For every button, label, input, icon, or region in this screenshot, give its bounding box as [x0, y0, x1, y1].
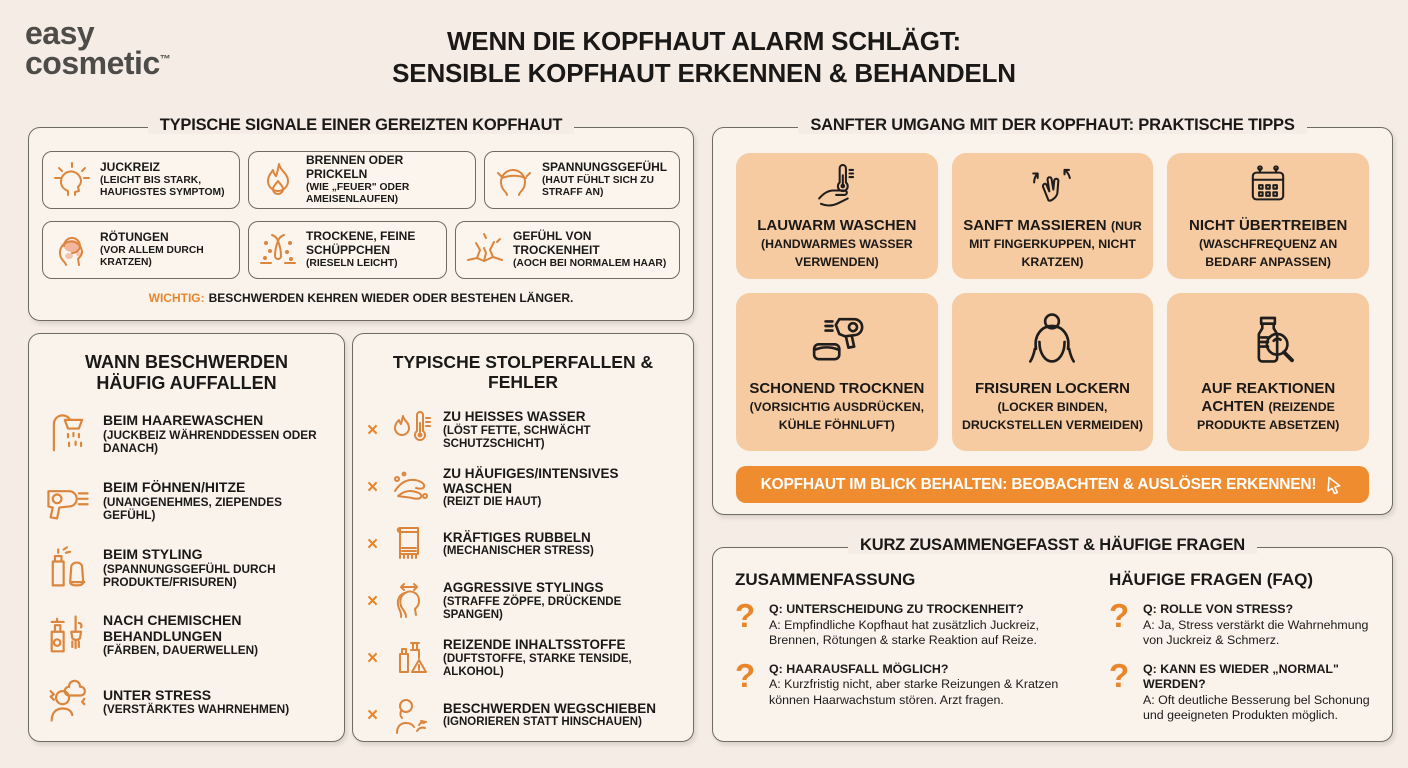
hairdryer-icon [43, 476, 93, 526]
item-subtitle: (IGNORIEREN STATT HINSCHAUEN) [443, 716, 642, 729]
mistakes-panel [352, 333, 694, 742]
tile-title: SANFT MASSIEREN [963, 217, 1107, 234]
faq-column [1109, 570, 1370, 737]
tile-subtitle: (WASCHFREQUENZ AN BEDARF ANPASSEN) [1199, 237, 1338, 269]
tile-subtitle: (HANDWARMES WASSER VERWENDEN) [760, 237, 913, 269]
list-item [367, 579, 679, 623]
tip-tile-auf-reaktionen-achten [1167, 293, 1369, 451]
question-text: Q: UNTERSCHEIDUNG ZU TROCKENHEIT? [769, 602, 1024, 616]
question-mark-icon: ? [1109, 656, 1130, 694]
tip-tile-frisuren-lockern [952, 293, 1154, 451]
signal-title: SPANNUNGSGEFÜHL [542, 159, 668, 174]
brand-logo-line1: easy [25, 15, 95, 51]
important-note-text: BESCHWERDEN KEHREN WIEDER ODER BESTEHEN LÄNGER. [208, 291, 574, 305]
item-title: AGGRESSIVE STYLINGS [443, 580, 604, 596]
question-text: Q: KANN ES WIEDER „NORMAL" WERDEN? [1143, 661, 1339, 691]
signal-card-brennen [248, 151, 476, 209]
answer-text: A: Oft deutliche Besserung bel Schonung und geeigneten Produkten möglich. [1143, 692, 1370, 722]
signals-panel-title: TYPISCHE SIGNALE EINER GEREIZTEN KOPFHAUT [29, 116, 693, 135]
tip-tile-sanft-massieren [952, 153, 1154, 279]
signal-subtitle: (AOCH BEI NORMALEM HAAR) [513, 257, 667, 269]
tile-title: AUF REAKTIONEN ACHTEN [1201, 380, 1336, 415]
signal-title: BRENNEN ODER PRICKELN [306, 153, 404, 181]
signal-subtitle: (WIE „FEUER" ODER AMEISENLAUFEN) [306, 181, 410, 205]
red-head-icon [51, 229, 93, 271]
tight-head-icon [493, 159, 535, 201]
list-item [43, 409, 330, 459]
tip-tile-lauwarm-waschen [736, 153, 938, 279]
tile-subtitle: (REIZENDE PRODUKTE ABSETZEN) [1197, 400, 1340, 432]
qa-item [1109, 597, 1370, 649]
bun-hairstyle-icon [1020, 310, 1084, 374]
list-item [43, 476, 330, 526]
signal-subtitle: (HAUT FÜHLT SICH ZU STRAFF AN) [542, 174, 654, 198]
bottle-magnifier-icon [1236, 310, 1300, 374]
tips-panel-title: SANFTER UMGANG MIT DER KOPFHAUT: PRAKTISCHE TIPPS [713, 116, 1392, 135]
tile-title: FRISUREN LOCKERN [974, 380, 1130, 397]
signal-card-schueppchen [248, 221, 447, 279]
signal-subtitle: (VOR ALLEM DURCH KRATZEN) [100, 244, 204, 268]
item-title: BEIM HAAREWASCHEN [103, 411, 264, 428]
item-title: ZU HÄUFIGES/INTENSIVES WASCHEN [443, 465, 619, 496]
important-note-label: WICHTIG: [148, 291, 205, 305]
tips-grid [713, 128, 1392, 451]
mistakes-list [367, 408, 679, 737]
item-title: REIZENDE INHALTSSTOFFE [443, 637, 626, 653]
signals-panel [28, 116, 694, 321]
important-note [42, 291, 680, 305]
itchy-head-icon [51, 159, 93, 201]
item-subtitle: (STRAFFE ZÖPFE, DRÜCKENDE SPANGEN) [443, 595, 622, 621]
shower-icon [43, 409, 93, 459]
list-item [367, 522, 679, 566]
question-text: Q: ROLLE VON STRESS? [1143, 602, 1294, 616]
ignore-icon [389, 693, 433, 737]
highlight-banner-text: KOPFHAUT IM BLICK BEHALTEN: BEOBACHTEN & AUSLÖSER ERKENNEN! [760, 475, 1317, 493]
qa-item [1109, 656, 1370, 724]
washing-hands-icon [389, 465, 433, 509]
tile-subtitle: (NUR MIT FINGERKUPPEN, NICHT KRATZEN) [969, 219, 1142, 269]
list-item [367, 636, 679, 680]
irritants-icon [389, 636, 433, 680]
page-title [0, 26, 1408, 89]
list-item [367, 408, 679, 452]
signal-subtitle: (LEICHT BIS STARK, HAUFIGSTES SYMPTOM) [100, 174, 225, 198]
question-mark-icon: ? [735, 597, 756, 634]
towel-hairdryer-icon [805, 310, 869, 374]
signal-title: GEFÜHL VON TROCKENHEIT [513, 229, 600, 257]
item-title: BESCHWERDEN WEGSCHIEBEN [443, 701, 657, 717]
item-subtitle: (MECHANISCHER STRESS) [443, 545, 594, 558]
item-title: ZU HEISSES WASSER [443, 409, 586, 425]
signals-row-2 [42, 221, 680, 279]
tile-title: SCHONEND TROCKNEN [749, 380, 925, 397]
cross-icon: × [367, 476, 379, 498]
summary-column-title: ZUSAMMENFASSUNG [735, 570, 916, 589]
signal-card-roetungen [42, 221, 240, 279]
cross-icon: × [367, 647, 379, 669]
question-text: Q: HAARAUSFALL MÖGLICH? [769, 661, 949, 676]
highlight-banner[interactable] [736, 466, 1369, 503]
calendar-icon [1242, 161, 1294, 211]
item-subtitle: (JUCKBEIZ WÄHRENDDESSEN ODER DANACH) [103, 427, 317, 456]
item-subtitle: (DUFTSTOFFE, STARKE TENSIDE, ALKOHOL) [443, 652, 632, 678]
summary-column [735, 570, 1075, 737]
item-title: NACH CHEMISCHEN BEHANDLUNGEN [103, 611, 242, 644]
signal-card-juckreiz [42, 151, 240, 209]
signal-title: TROCKENE, FEINE SCHÜPPCHEN [306, 229, 416, 257]
signal-title: RÖTUNGEN [100, 229, 169, 244]
item-subtitle: (FÄRBEN, DAUERWELLEN) [103, 643, 259, 658]
list-item [43, 543, 330, 593]
item-subtitle: (UNANGENEHMES, ZIEPENDES GEFÜHL) [103, 494, 282, 523]
answer-text: A: Empfindliche Kopfhaut hat zusätzlich Juckreiz, Brennen, Rötungen & starke Reaktion auf Reize. [769, 617, 1039, 647]
tip-tile-nicht-uebertreiben [1167, 153, 1369, 279]
when-panel [28, 333, 345, 742]
list-item [43, 677, 330, 727]
ponytail-icon [389, 579, 433, 623]
item-title: BEIM STYLING [103, 545, 203, 562]
question-mark-icon: ? [735, 656, 756, 694]
hot-water-icon [389, 408, 433, 452]
chemicals-icon [43, 610, 93, 660]
tile-title: LAUWARM WASCHEN [757, 217, 917, 234]
page-title-line1: WENN DIE KOPFHAUT ALARM SCHLÄGT: [446, 26, 962, 56]
signal-card-spannungsgefuehl [484, 151, 680, 209]
faq-panel-title: KURZ ZUSAMMENGEFASST & HÄUFIGE FRAGEN [713, 536, 1392, 555]
item-subtitle: (VERSTÄRKTES WAHRNEHMEN) [103, 702, 290, 717]
answer-text: A: Kurzfristig nicht, aber starke Reizungen & Kratzen können Haarwachstum stören. Arzt fragen. [769, 677, 1059, 707]
tip-tile-schonend-trocknen [736, 293, 938, 451]
signals-grid [29, 128, 693, 305]
cross-icon: × [367, 704, 379, 726]
faq-column-title: HÄUFIGE FRAGEN (FAQ) [1109, 570, 1313, 589]
signals-row-1 [42, 151, 680, 209]
qa-item [735, 597, 1075, 649]
stress-icon [43, 677, 93, 727]
signal-card-trockenheit [455, 221, 680, 279]
item-subtitle: (REIZT DIE HAUT) [443, 495, 542, 508]
list-item [367, 465, 679, 509]
item-title: KRÄFTIGES RUBBELN [443, 530, 591, 546]
trademark-symbol: ™ [159, 53, 171, 66]
qa-item [735, 656, 1075, 709]
item-title: BEIM FÖHNEN/HITZE [103, 478, 246, 495]
item-title: UNTER STRESS [103, 686, 212, 703]
cracked-skin-icon [464, 229, 506, 271]
tile-subtitle: (LOCKER BINDEN, DRUCKSTELLEN VERMEIDEN) [961, 400, 1144, 432]
hand-thermometer-icon [811, 161, 863, 211]
cursor-icon [1324, 475, 1344, 495]
towel-icon [389, 522, 433, 566]
when-panel-title: WANN BESCHWERDEN HÄUFIG AUFFALLEN [84, 352, 288, 393]
flame-icon [257, 159, 299, 201]
answer-text: A: Ja, Stress verstärkt die Wahrnehmung von Juckreiz & Schmerz. [1143, 617, 1369, 647]
cross-icon: × [367, 590, 379, 612]
signal-subtitle: (RIESELN LEICHT) [306, 257, 398, 269]
styling-products-icon [43, 543, 93, 593]
list-item [43, 610, 330, 660]
follicle-icon [257, 229, 299, 271]
list-item [367, 693, 679, 737]
tile-subtitle: (VORSICHTIG AUSDRÜCKEN, KÜHLE FÖHNLUFT) [749, 400, 925, 432]
item-subtitle: (SPANNUNGSGEFÜHL DURCH PRODUKTE/FRISUREN) [103, 561, 276, 590]
tips-panel [712, 116, 1393, 515]
faq-panel [712, 536, 1393, 742]
massage-fingers-icon [1026, 161, 1078, 211]
question-mark-icon: ? [1109, 597, 1130, 634]
cross-icon: × [367, 533, 379, 555]
page-title-line2: SENSIBLE KOPFHAUT ERKENNEN & BEHANDELN [392, 57, 1016, 88]
signal-title: JUCKREIZ [100, 159, 161, 174]
when-list [43, 409, 330, 727]
brand-logo-line2: cosmetic™ [25, 45, 171, 82]
mistakes-panel-title: TYPISCHE STOLPERFALLEN & FEHLER [392, 352, 654, 393]
cross-icon: × [367, 419, 379, 441]
tile-title: NICHT ÜBERTREIBEN [1188, 217, 1348, 234]
item-subtitle: (LÖST FETTE, SCHWÄCHT SCHUTZSCHICHT) [443, 424, 591, 450]
